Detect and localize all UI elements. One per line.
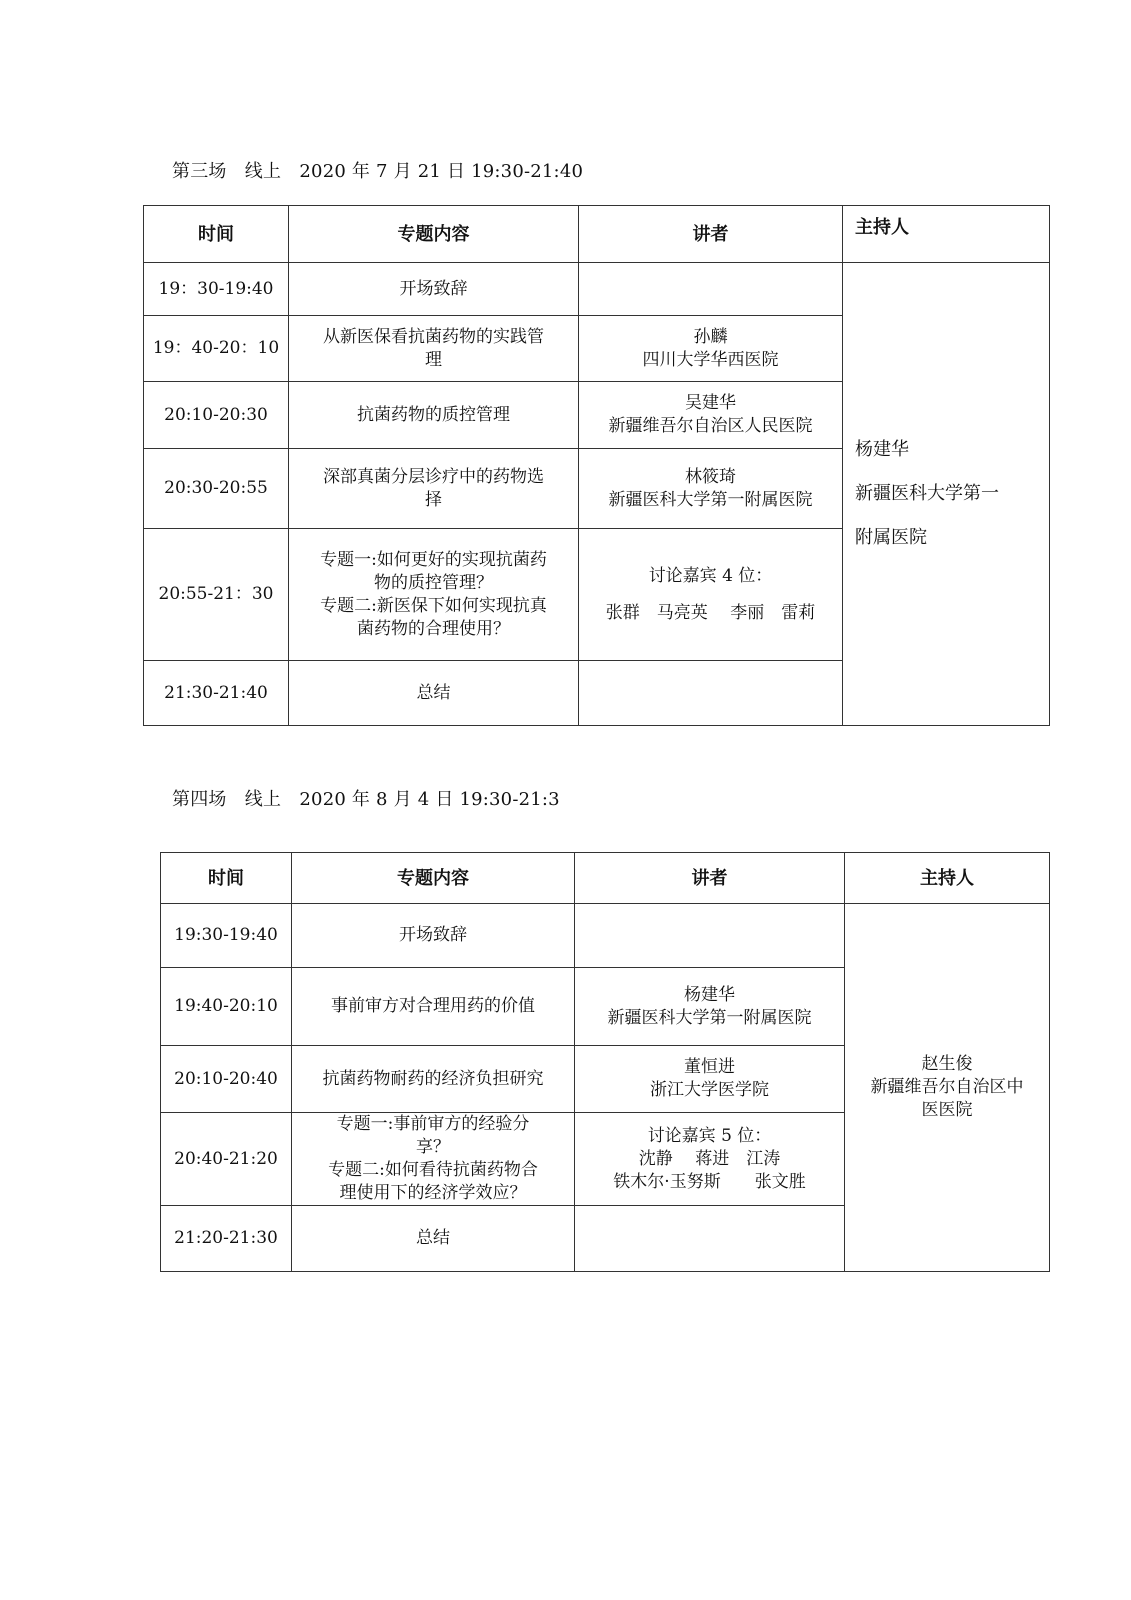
topic-line: 专题二:新医保下如何实现抗真 — [320, 595, 547, 616]
table-header-row — [161, 853, 1050, 904]
host-affiliation-line: 附属医院 — [855, 527, 927, 548]
row-speaker — [575, 1046, 845, 1113]
speaker-affiliation: 新疆医科大学第一附属医院 — [607, 1007, 812, 1028]
table-row — [161, 904, 1050, 968]
row-time: 19:30-19:40 — [161, 904, 292, 968]
row-time: 19：40-20：10 — [144, 316, 289, 382]
row-time: 20:55-21：30 — [144, 529, 289, 661]
row-time: 20:40-21:20 — [161, 1113, 292, 1206]
header-host: 主持人 — [843, 206, 1050, 263]
header-topic: 专题内容 — [292, 853, 575, 904]
host-cell — [843, 263, 1050, 726]
host-affiliation-line: 新疆维吾尔自治区中 — [870, 1077, 1024, 1097]
topic-line: 抗菌药物耐药的经济负担研究 — [322, 1068, 544, 1089]
speaker-affiliation: 新疆维吾尔自治区人民医院 — [608, 416, 813, 436]
table-header-row — [144, 206, 1050, 263]
row-topic — [289, 263, 579, 316]
speaker-name: 林筱琦 — [685, 466, 736, 487]
header-host: 主持人 — [845, 853, 1050, 904]
header-speaker: 讲者 — [575, 853, 845, 904]
session-4-title: 第四场 线上 2020 年 8 月 4 日 19:30-21:3 — [172, 789, 560, 810]
row-time: 20:10-20:30 — [144, 382, 289, 449]
host-name: 杨建华 — [855, 439, 909, 460]
row-time: 21:20-21:30 — [161, 1206, 292, 1272]
speaker-name: 杨建华 — [684, 984, 735, 1005]
row-topic — [292, 1206, 575, 1272]
row-topic — [289, 382, 579, 449]
topic-line: 专题一:如何更好的实现抗菌药 — [320, 549, 547, 570]
row-topic — [289, 529, 579, 661]
speaker-affiliation: 浙江大学医学院 — [650, 1080, 769, 1100]
row-speaker — [579, 529, 843, 661]
speaker-affiliation: 四川大学华西医院 — [642, 349, 779, 370]
header-time: 时间 — [161, 853, 292, 904]
topic-line: 开场致辞 — [399, 925, 467, 945]
discussion-label: 讨论嘉宾 4 位： — [648, 565, 773, 586]
header-topic: 专题内容 — [289, 206, 579, 263]
speaker-name: 吴建华 — [685, 393, 736, 413]
header-speaker: 讲者 — [579, 206, 843, 263]
row-topic — [289, 449, 579, 529]
topic-line: 事前审方对合理用药的价值 — [331, 996, 535, 1016]
row-speaker — [579, 263, 843, 316]
row-time: 19:40-20:10 — [161, 968, 292, 1046]
header-time: 时间 — [144, 206, 289, 263]
topic-line: 专题一:事前审方的经验分 — [336, 1114, 530, 1134]
discussion-guests: 张群 马亮英 李丽 雷莉 — [605, 602, 816, 623]
topic-line: 开场致辞 — [399, 278, 468, 299]
topic-line: 理 — [425, 349, 442, 370]
topic-line: 专题二:如何看待抗菌药物合 — [328, 1160, 538, 1180]
session-3-title: 第三场 线上 2020 年 7 月 21 日 19:30-21:40 — [172, 161, 584, 182]
host-name: 赵生俊 — [921, 1054, 973, 1074]
topic-line: 享？ — [416, 1137, 450, 1157]
topic-line: 深部真菌分层诊疗中的药物选 — [323, 466, 544, 487]
speaker-name: 董恒进 — [684, 1057, 735, 1077]
row-speaker — [579, 661, 843, 726]
row-topic — [292, 968, 575, 1046]
row-topic — [292, 1113, 575, 1206]
host-affiliation-line: 医医院 — [921, 1100, 973, 1120]
row-speaker — [579, 382, 843, 449]
row-speaker — [575, 968, 845, 1046]
topic-line: 择 — [425, 489, 442, 510]
topic-line: 总结 — [416, 1228, 450, 1248]
topic-line: 从新医保看抗菌药物的实践管 — [323, 326, 544, 347]
row-time: 20:10-20:40 — [161, 1046, 292, 1113]
topic-line: 抗菌药物的质控管理 — [357, 404, 510, 425]
topic-line: 总结 — [416, 682, 451, 703]
row-topic — [292, 1046, 575, 1113]
topic-line: 物的质控管理？ — [374, 572, 493, 593]
row-topic — [292, 904, 575, 968]
discussion-guests: 铁木尔·玉努斯 张文胜 — [613, 1171, 806, 1192]
session-4-table — [160, 852, 1050, 1272]
row-time: 19：30-19:40 — [144, 263, 289, 316]
session-3-table — [143, 205, 1050, 726]
discussion-label: 讨论嘉宾 5 位： — [647, 1125, 772, 1146]
row-speaker — [575, 904, 845, 968]
row-topic — [289, 316, 579, 382]
topic-line: 理使用下的经济学效应？ — [339, 1183, 527, 1203]
row-speaker — [575, 1113, 845, 1206]
row-time: 21:30-21:40 — [144, 661, 289, 726]
topic-line: 菌药物的合理使用？ — [357, 618, 510, 639]
speaker-name: 孙麟 — [693, 326, 728, 347]
row-speaker — [575, 1206, 845, 1272]
row-time: 20:30-20:55 — [144, 449, 289, 529]
host-cell — [845, 904, 1050, 1272]
discussion-guests: 沈静 蒋进 江涛 — [638, 1148, 781, 1169]
speaker-affiliation: 新疆医科大学第一附属医院 — [608, 489, 813, 510]
row-topic — [289, 661, 579, 726]
table-row — [144, 263, 1050, 316]
host-affiliation-line: 新疆医科大学第一 — [855, 483, 999, 504]
row-speaker — [579, 316, 843, 382]
row-speaker — [579, 449, 843, 529]
